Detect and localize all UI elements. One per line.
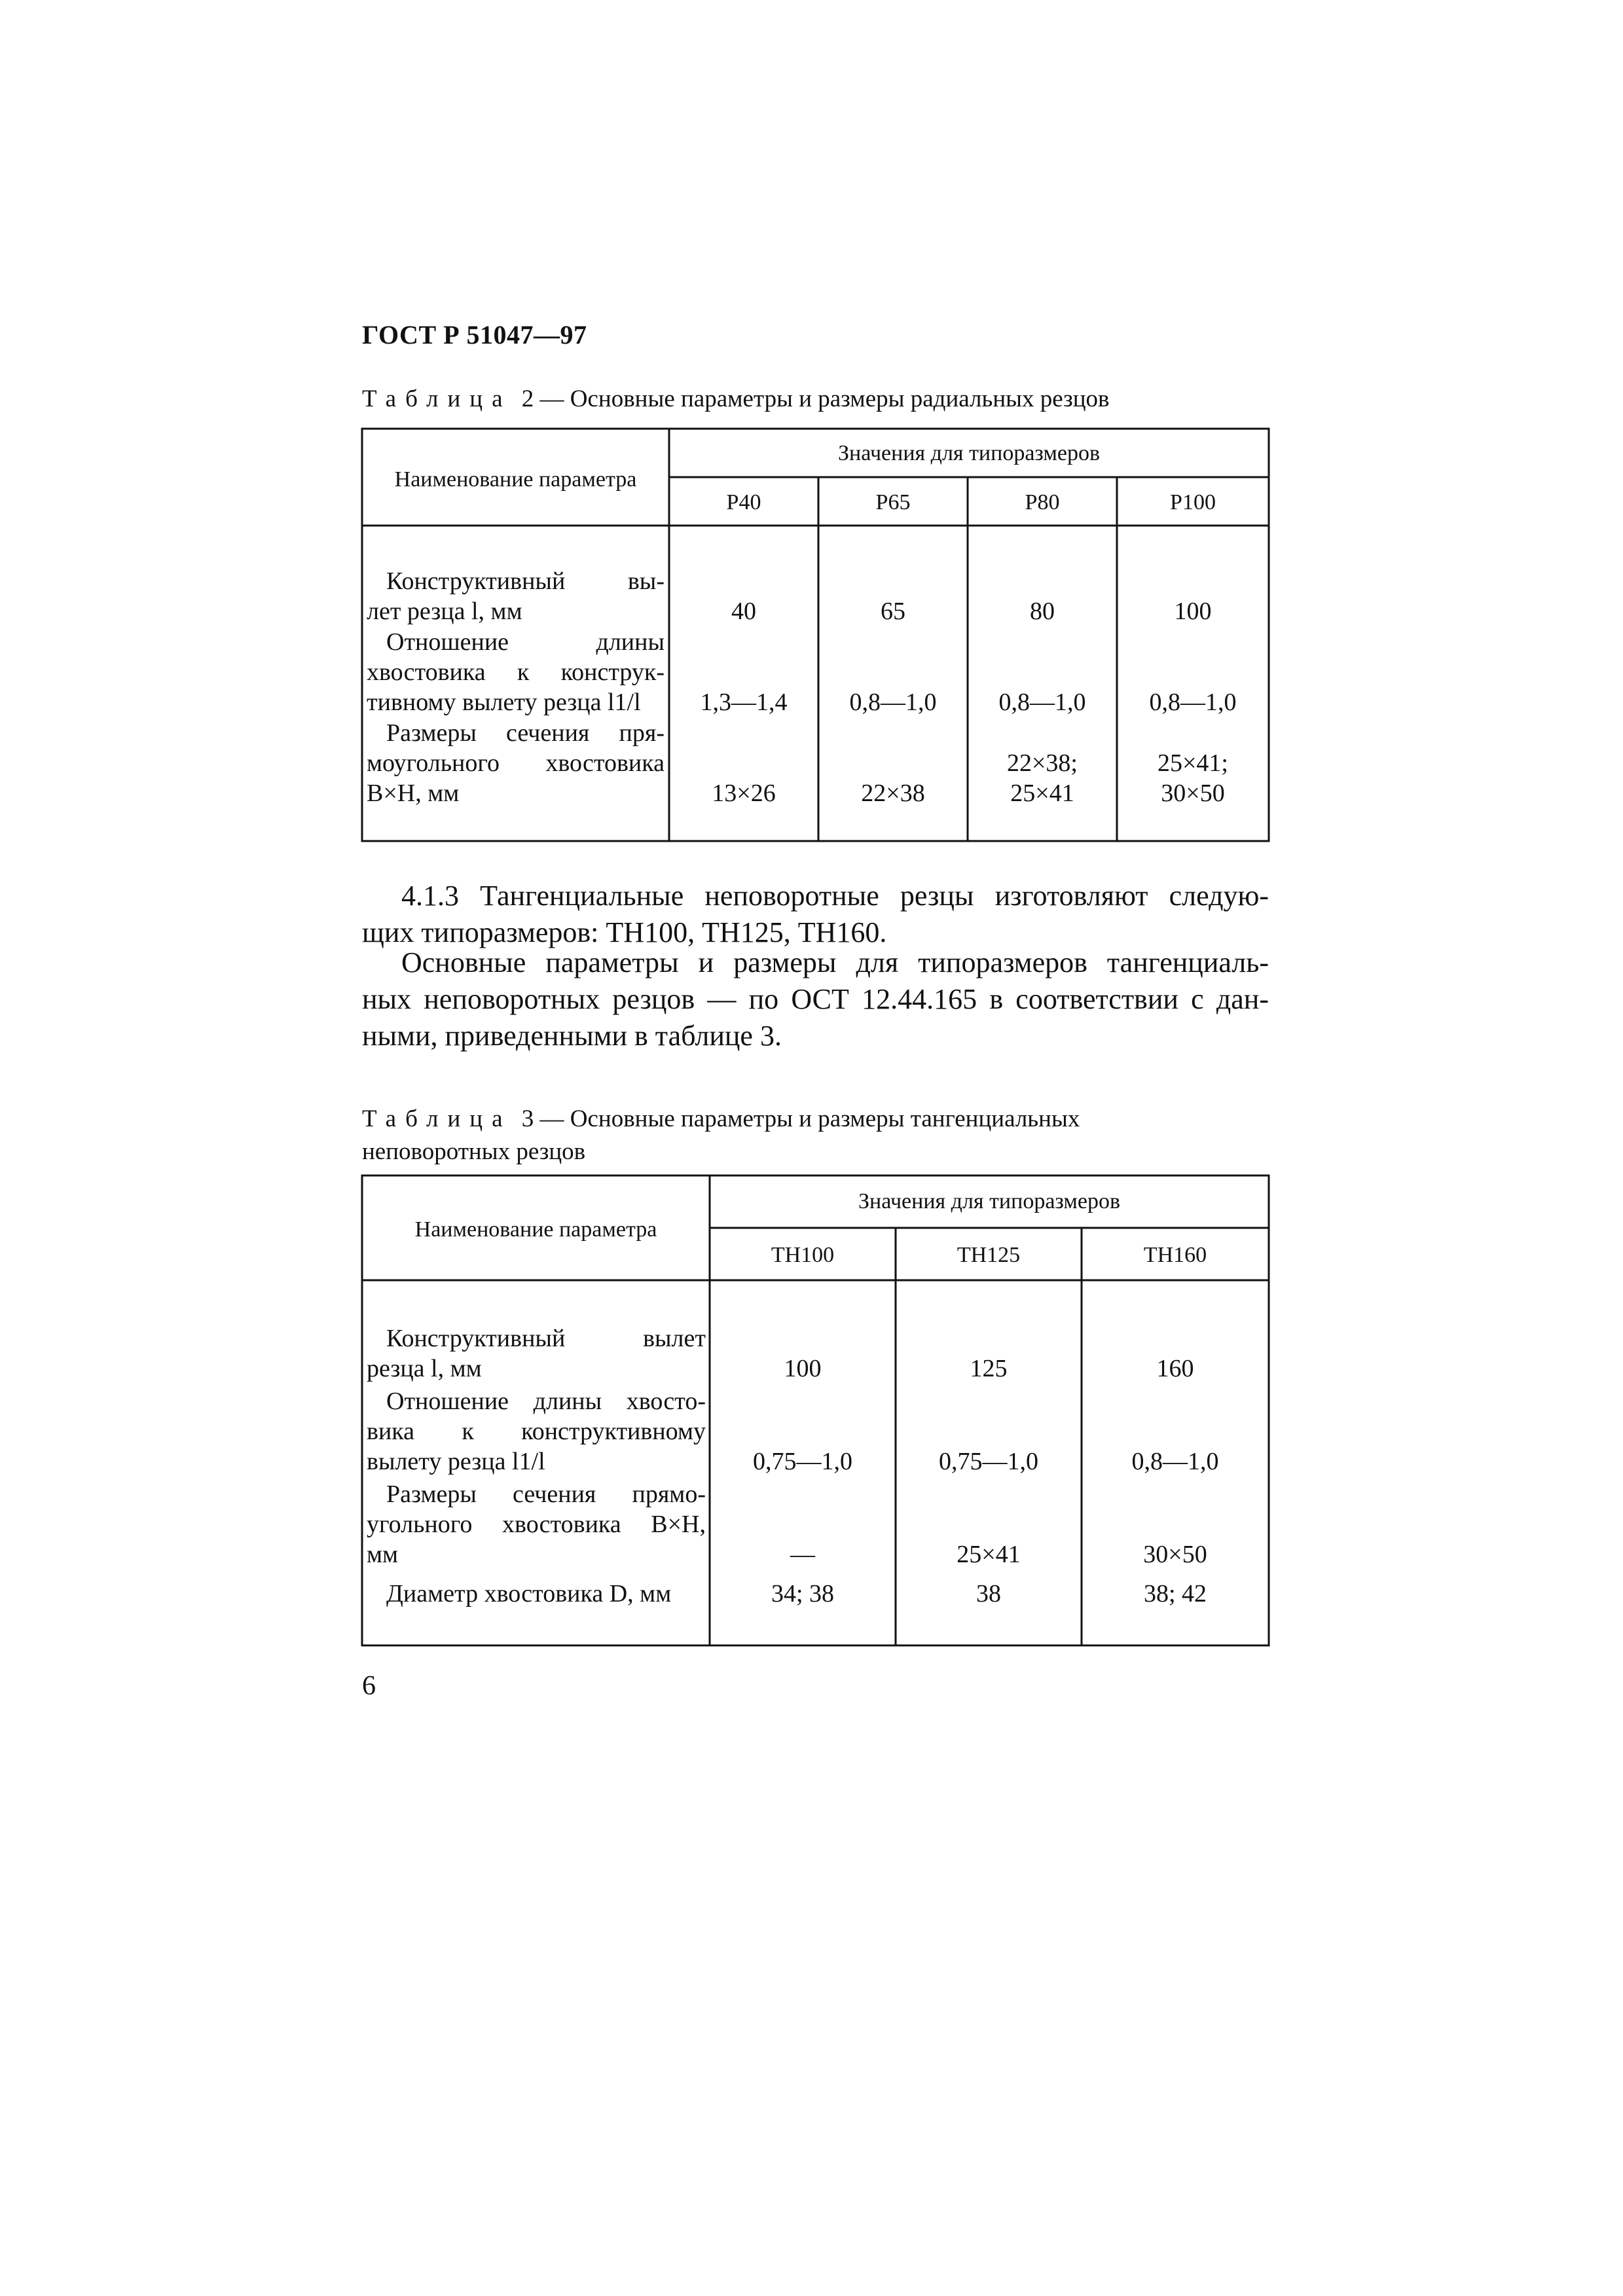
table3-row-label <box>367 1479 706 1570</box>
paragraph-line: 4.1.3 Тангенциальные неповоротные резцы изготовляют следую- <box>401 880 1269 912</box>
table2-row-line: Конструктивный вы- <box>386 567 665 595</box>
table2-cell: 22×38; <box>1007 749 1078 777</box>
table2-header-group: Значения для типоразмеров <box>837 441 1101 465</box>
table2-row-label <box>367 566 665 626</box>
table2-header-size: Р65 <box>875 490 911 514</box>
table3-row-line: мм <box>367 1541 399 1568</box>
table2-cell: 13×26 <box>712 780 776 807</box>
table2-cell: 40 <box>731 598 756 625</box>
table2-cell: 22×38 <box>861 780 925 807</box>
table3-row-line: вылету резца l1/l <box>367 1448 545 1475</box>
table2-header-size: Р100 <box>1170 490 1216 514</box>
table3-header-group: Значения для типоразмеров <box>858 1189 1121 1213</box>
table2-row-line: тивному вылету резца l1/l <box>367 689 641 716</box>
paragraph-line: Основные параметры и размеры для типоразмеров тангенциаль- <box>401 946 1269 978</box>
table2-cell: 100 <box>1174 598 1212 625</box>
table3-row-line: Отношение длины хвосто- <box>386 1388 706 1415</box>
table3-caption <box>362 1103 1080 1168</box>
table3-cell: 100 <box>784 1355 822 1382</box>
table2-cell: 30×50 <box>1161 780 1225 807</box>
table2-row-line: B×H, мм <box>367 780 460 807</box>
table2-cell: 1,3—1,4 <box>700 689 788 716</box>
table3-header-size: ТН100 <box>771 1243 835 1267</box>
table3-row-label <box>367 1386 706 1477</box>
page-number: 6 <box>362 1671 376 1701</box>
document-header: ГОСТ Р 51047—97 <box>362 320 587 350</box>
paragraph-line: ных неповоротных резцов — по ОСТ 12.44.165 в соответствии с дан- <box>362 983 1269 1015</box>
table2-cell: 0,8—1,0 <box>849 689 937 716</box>
table2-row-label <box>367 627 665 717</box>
paragraph-4-1-3 <box>362 878 1269 951</box>
table3-header-size: ТН160 <box>1143 1243 1207 1267</box>
table2-header-size: Р40 <box>726 490 761 514</box>
table2-row-line: лет резца l, мм <box>367 598 522 625</box>
table2-cell: 80 <box>1030 598 1055 625</box>
table3-cell: 0,75—1,0 <box>939 1448 1038 1475</box>
table3-cell: 38; 42 <box>1143 1580 1207 1607</box>
table3-row-line: угольного хвостовика B×H, <box>367 1511 706 1538</box>
table2-caption-word: Таблица <box>362 386 512 412</box>
table2-header-size: Р80 <box>1025 490 1060 514</box>
table3-row-line: вика к конструктивному <box>367 1418 706 1445</box>
table3-caption-word: Таблица <box>362 1105 512 1132</box>
table3-row-label <box>367 1323 706 1384</box>
paragraph-line: щих типоразмеров: ТН100, ТН125, ТН160. <box>362 916 887 948</box>
table2-row-line: хвостовика к конструк- <box>367 658 665 686</box>
table2-row-line: Отношение длины <box>386 628 665 656</box>
table2-row-line: моугольного хвостовика <box>367 749 665 777</box>
table2-cell: 0,8—1,0 <box>1149 689 1237 716</box>
table2-cell: 25×41 <box>1010 780 1074 807</box>
table3-cell: 25×41 <box>957 1541 1021 1568</box>
table3-row-line: Размеры сечения прямо- <box>386 1480 706 1508</box>
table2-row-line: Размеры сечения пря- <box>386 719 665 747</box>
table2-row-label <box>367 718 665 808</box>
table2-header-param: Наименование параметра <box>394 467 637 492</box>
table3-cell: 38 <box>976 1580 1001 1607</box>
table2-cell: 25×41; <box>1158 749 1228 777</box>
table3-header-size: ТН125 <box>957 1243 1021 1267</box>
table3-row-line: резца l, мм <box>367 1355 482 1382</box>
table3-cell: 0,75—1,0 <box>753 1448 852 1475</box>
table3-cell: 160 <box>1156 1355 1194 1382</box>
table3-cell: 0,8—1,0 <box>1131 1448 1219 1475</box>
table3-row-line: Конструктивный вылет <box>386 1325 706 1352</box>
table3-header-param: Наименование параметра <box>414 1217 657 1242</box>
table3-cell: — <box>790 1541 815 1568</box>
paragraph-main-params <box>362 944 1269 1054</box>
table2-cell: 0,8—1,0 <box>998 689 1086 716</box>
table3-cell: 30×50 <box>1143 1541 1207 1568</box>
table3-row-line: Диаметр хвостовика D, мм <box>386 1580 672 1607</box>
table3-row-label <box>367 1579 706 1609</box>
table3-caption-line2: неповоротных резцов <box>362 1138 586 1165</box>
paragraph-line: ными, приведенными в таблице 3. <box>362 1020 782 1052</box>
table3-caption-text: 3 — Основные параметры и размеры тангенциальных <box>521 1105 1080 1132</box>
table3-cell: 125 <box>970 1355 1008 1382</box>
table2-cell: 65 <box>881 598 905 625</box>
table2-caption-text: 2 — Основные параметры и размеры радиальных резцов <box>521 386 1110 412</box>
table3-cell: 34; 38 <box>771 1580 835 1607</box>
